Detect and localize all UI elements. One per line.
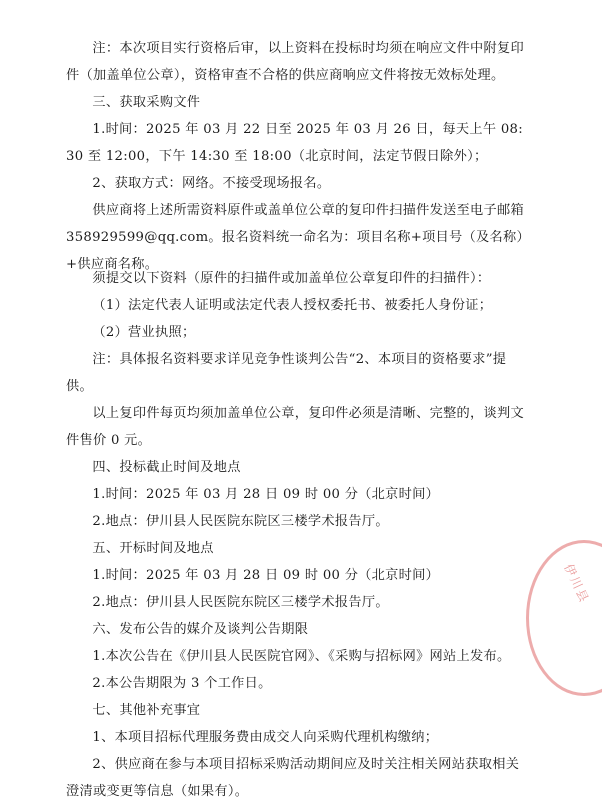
note-qualification-paragraph: 注：本次项目实行资格后审，以上资料在投标时均须在响应文件中附复印件（加盖单位公章），资格审查不合格的供应商响应文件将按无效标处理。 xyxy=(66,41,524,83)
opening-time-paragraph: 1.时间：2025 年 03 月 28 日 09 时 00 分（北京时间） xyxy=(92,568,440,583)
submission-materials-paragraph: 须提交以下资料（原件的扫描件或加盖单位公章复印件的扫描件）： xyxy=(92,271,491,286)
notice-attention-paragraph: 2、供应商在参与本项目招标采购活动期间应及时关注相关网站获取相关澄清或变更等信息（如果有）。 xyxy=(66,757,520,799)
section-six-heading: 六、发布公告的媒介及谈判公告期限 xyxy=(92,622,309,637)
acquisition-time-paragraph: 1.时间：2025 年 03 月 22 日至 2025 年 03 月 26 日，每天上午 08:30 至 12:00，下午 14:30 至 18:00（北京时间，法定节假日除外）； xyxy=(66,122,523,164)
section-seven-heading: 七、其他补充事宜 xyxy=(92,703,201,718)
publication-media-paragraph: 1.本次公告在《伊川县人民医院官网》、《采购与招标网》网站上发布。 xyxy=(92,649,511,664)
section-five-heading: 五、开标时间及地点 xyxy=(92,541,214,556)
agency-fee-paragraph: 1、本项目招标代理服务费由成交人向采购代理机构缴纳； xyxy=(92,730,439,745)
deadline-location-paragraph: 2.地点：伊川县人民医院东院区三楼学术报告厅。 xyxy=(92,514,389,529)
email-instruction-paragraph: 供应商将上述所需资料原件或盖单位公章的复印件扫描件发送至电子邮箱 358929599@qq.com。报名资料统一命名为：项目名称+项目号（及名称）+供应商名称。 xyxy=(66,203,524,272)
publication-period-paragraph: 2.本公告期限为 3 个工作日。 xyxy=(92,676,272,691)
copy-stamp-paragraph: 以上复印件每页均须加盖单位公章，复印件必须是清晰、完整的，谈判文件售价 0 元。 xyxy=(66,406,524,448)
red-seal-stamp xyxy=(526,540,602,696)
acquisition-method-paragraph: 2、获取方式：网络。不接受现场报名。 xyxy=(92,176,331,191)
material-item-1: （1）法定代表人证明或法定代表人授权委托书、被委托人身份证； xyxy=(92,298,493,313)
section-four-heading: 四、投标截止时间及地点 xyxy=(92,460,241,475)
material-item-2: （2）营业执照； xyxy=(92,325,196,340)
section-three-heading: 三、获取采购文件 xyxy=(92,95,201,110)
note-requirements-paragraph: 注：具体报名资料要求详见竞争性谈判公告“2、本项目的资格要求”提供。 xyxy=(66,352,507,394)
seal-stamp-text: 伊川县 xyxy=(561,561,592,606)
opening-location-paragraph: 2.地点：伊川县人民医院东院区三楼学术报告厅。 xyxy=(92,595,389,610)
deadline-time-paragraph: 1.时间：2025 年 03 月 28 日 09 时 00 分（北京时间） xyxy=(92,487,440,502)
